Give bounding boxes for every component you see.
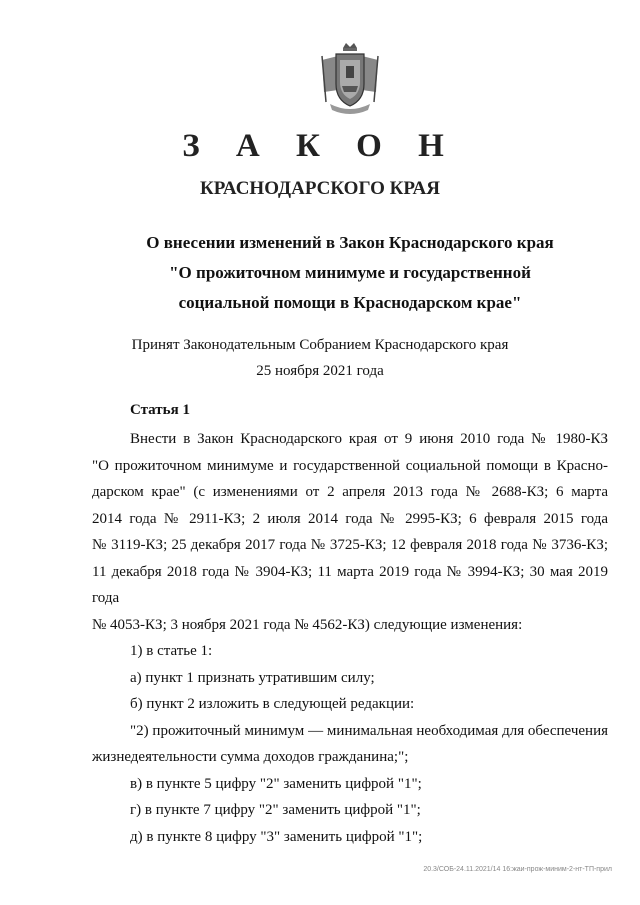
- article-text-line: Внести в Закон Краснодарского края от 9 июня 2010 года № 1980-КЗ: [130, 431, 608, 447]
- amendment-item: а) пункт 1 признать утратившим силу;: [130, 669, 375, 686]
- adoption-info: [0, 332, 640, 384]
- law-region-subtitle: КРАСНОДАРСКОГО КРАЯ: [199, 178, 441, 199]
- article-text-line: 11 декабря 2018 года № 3904-КЗ; 11 марта 2019 года № 3994-КЗ; 30 мая 2019 года: [92, 563, 608, 606]
- adoption-authority: Принят Законодательным Собранием Краснодарского края: [131, 337, 509, 353]
- article-text-line: дарском крае" (с изменениями от 2 апреля 2013 года № 2688-КЗ; 6 марта: [92, 484, 608, 500]
- quoted-text-line: жизнедеятельности сумма доходов гражданина;";: [92, 749, 409, 765]
- amendment-item: в) в пункте 5 цифру "2" заменить цифрой "1";: [130, 775, 422, 792]
- amendment-item: д) в пункте 8 цифру "3" заменить цифрой "1";: [130, 828, 423, 845]
- article-text-line: № 3119-КЗ; 25 декабря 2017 года № 3725-КЗ; 12 февраля 2018 года № 3736-КЗ;: [92, 537, 608, 553]
- amendment-item: б) пункт 2 изложить в следующей редакции:: [130, 696, 415, 712]
- amendment-item: 1) в статье 1:: [130, 643, 213, 659]
- coat-of-arms-icon: [312, 42, 388, 118]
- document-title: [100, 228, 600, 318]
- document-title-line: О внесении изменений в Закон Краснодарского края: [146, 233, 554, 252]
- quoted-text-line: "2) прожиточный минимум — минимальная необходимая для обеспечения: [130, 722, 608, 739]
- article-heading: Статья 1: [130, 402, 190, 418]
- document-footer-code: 20.3/СОБ-24.11.2021/14 16:жаи-прож-миним-2-нт-ТП-прил: [423, 866, 612, 873]
- document-title-line: "О прожиточном минимуме и государственной: [169, 263, 531, 282]
- article-text-line: "О прожиточном минимуме и государственной социальной помощи в Красно-: [92, 457, 608, 474]
- article-text-line: 2014 года № 2911-КЗ; 2 июля 2014 года № 2995-КЗ; 6 февраля 2015 года: [92, 510, 608, 527]
- amendment-item: г) в пункте 7 цифру "2" заменить цифрой "1";: [130, 802, 421, 818]
- article-text-line: № 4053-КЗ; 3 ноября 2021 года № 4562-КЗ) следующие изменения:: [92, 616, 523, 633]
- article-body: [92, 426, 608, 850]
- adoption-date: 25 ноября 2021 года: [256, 363, 384, 379]
- document-title-line: социальной помощи в Краснодарском крае": [178, 293, 522, 312]
- law-title: З А К О Н: [182, 128, 458, 164]
